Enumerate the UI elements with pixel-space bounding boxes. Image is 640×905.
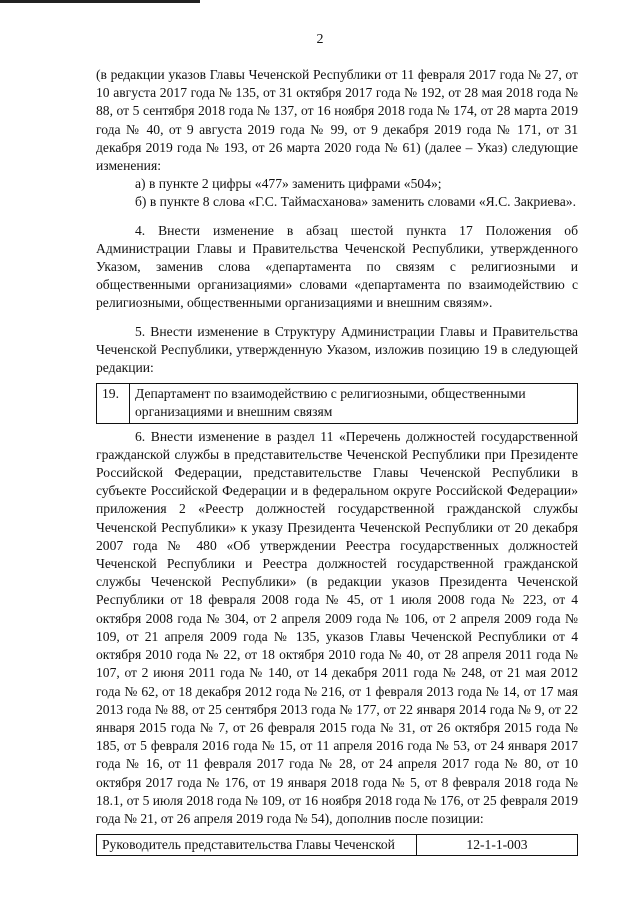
top-border-line — [0, 0, 200, 3]
registry-position-code: 12-1-1-003 — [417, 835, 578, 856]
paragraph-amendments-intro: (в редакции указов Главы Чеченской Республики от 11 февраля 2017 года № 27, от 10 августа 2017 года № 135, от 31 октября 2017 года № 192, от 28 мая 2018 года № 88, от 5 сентября 2018 года № 137, от 16 ноября 2018 года № 174, от 28 марта 2019 года № 40, от 9 августа 2019 года № 99, от 9 декабря 2019 года № 171, от 31 декабря 2019 года № 193, от 26 марта 2020 года № 61) (далее – Указ) следующие изменения: — [96, 67, 578, 174]
paragraph-6: 6. Внести изменение в раздел 11 «Перечень должностей государственной гражданской службы в представительстве Чеченской Республики при Президенте Российской Федерации, представительстве Главы Чеченской Республики в субъекте Российской Федерации и в федеральном округе Российской Федерации» приложения 2 «Реестр должностей государственной гражданской службы Чеченской Республики» к указу Президента Чеченской Республики от 20 декабря 2007 года № 480 «Об утверждении Реестра государственных должностей Чеченской Республики и Реестра должностей государственной гражданской службы Чеченской Республики» (в редакции указов Президента Чеченской Республики от 18 февраля 2008 года № 45, от 1 июля 2008 года № 223, от 4 октября 2008 года № 304, от 2 апреля 2009 года № 106, от 2 апреля 2009 года № 109, от 21 апреля 2009 года № 135, указов Главы Чеченской Республики от 4 октября 2010 года № 22, от 18 октября 2010 года № 40, от 28 апреля 2011 года № 107, от 2 июня 2011 года № 140, от 14 декабря 2011 года № 248, от 21 мая 2012 года № 62, от 18 декабря 2012 года № 216, от 1 февраля 2013 года № 14, от 17 мая 2013 года № 88, от 25 сентября 2013 года № 177, от 22 января 2014 года № 9, от 22 января 2015 года № 7, от 26 февраля 2015 года № 31, от 26 октября 2015 года № 185, от 5 февраля 2016 года № 15, от 11 апреля 2016 года № 53, от 24 января 2017 года № 16, от 11 февраля 2017 года № 28, от 24 апреля 2017 года № 80, от 10 октября 2017 года № 176, от 19 января 2018 года № 5, от 8 февраля 2018 года № 18.1, от 5 июля 2018 года № 109, от 16 ноября 2018 года № 176, от 25 февраля 2019 года № 21, от 26 апреля 2019 года № 54), дополнив после позиции: — [96, 428, 578, 826]
subitem-b: б) в пункте 8 слова «Г.С. Таймасханова» заменить словами «Я.С. Закриева». — [135, 194, 576, 210]
page-number: 2 — [316, 32, 324, 47]
table-row — [97, 384, 578, 423]
position-number: 19. — [97, 384, 130, 423]
document-body — [96, 66, 578, 860]
subitem-a: а) в пункте 2 цифры «477» заменить цифрами «504»; — [135, 176, 442, 192]
paragraph-5: 5. Внести изменение в Структуру Администрации Главы и Правительства Чеченской Республики, утвержденную Указом, изложив позицию 19 в следующей редакции: — [96, 323, 578, 376]
registry-position-title: Руководитель представительства Главы Чеченской — [97, 835, 417, 856]
position-text: Департамент по взаимодействию с религиозными, общественными организациями и внешним связям — [130, 384, 578, 423]
position-19-table — [96, 383, 578, 423]
paragraph-4: 4. Внести изменение в абзац шестой пункта 17 Положения об Администрации Главы и Правительства Чеченской Республики, утвержденного Указом, заменив слова «департамента по связям с религиозными и общественными организациями» словами «департамента по взаимодействию с религиозными, общественными организациями и внешним связям». — [96, 222, 578, 311]
table-row — [97, 835, 578, 856]
registry-position-table — [96, 834, 578, 856]
